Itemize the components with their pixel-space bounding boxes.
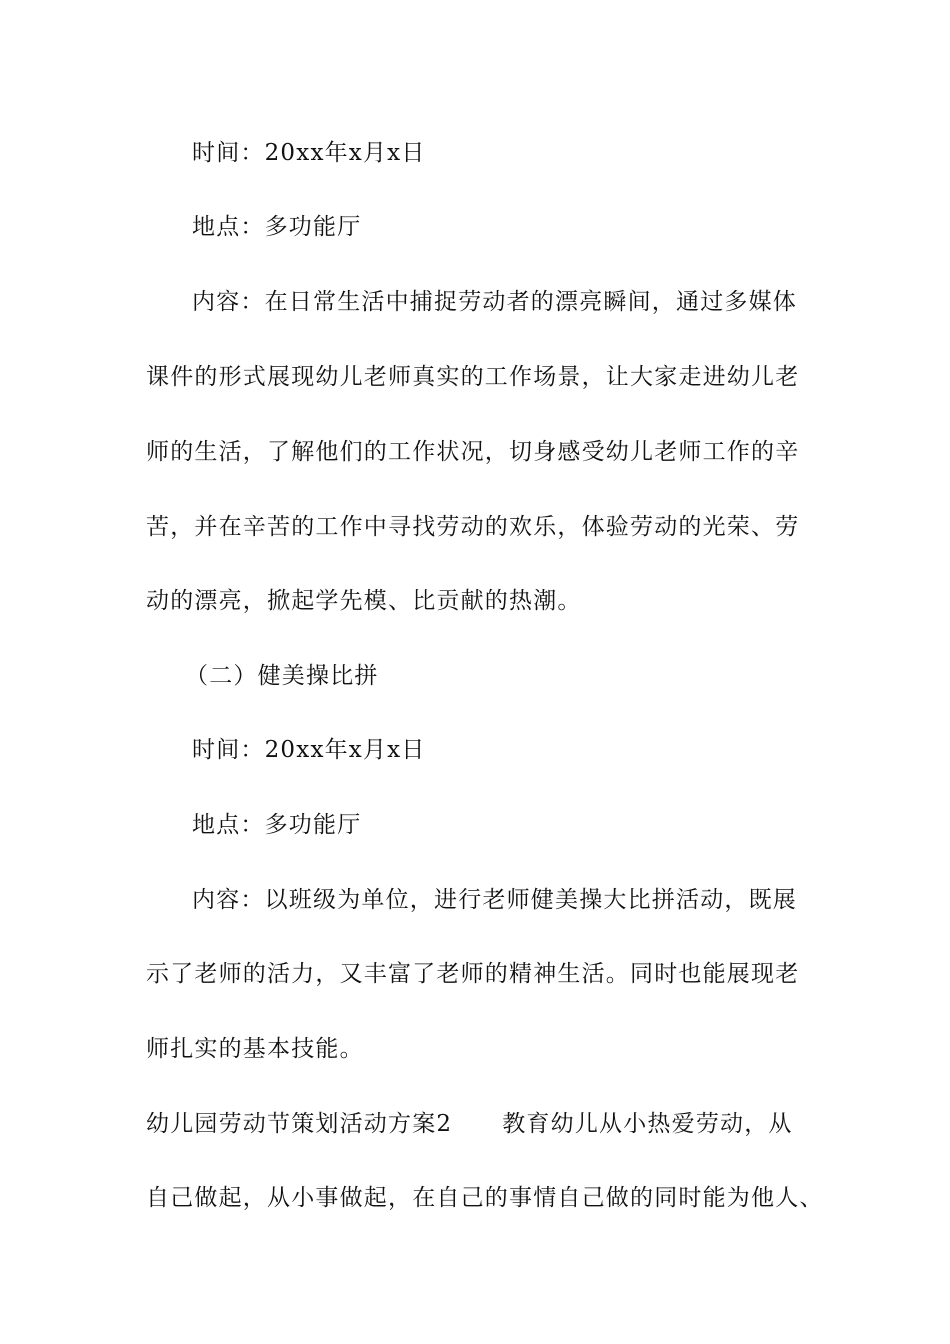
location-line-1: 地点：多功能厅	[192, 214, 362, 240]
paragraph-line: 自己做起，从小事做起，在自己的事情自己做的同时能为他人、	[146, 1185, 824, 1211]
time-line-1: 时间：20xx年x月x日	[192, 140, 426, 166]
plan-title: 幼儿园劳动节策划活动方案2	[146, 1111, 453, 1137]
paragraph-line: 师扎实的基本技能。	[146, 1036, 364, 1062]
paragraph-line: 师的生活，了解他们的工作状况，切身感受幼儿老师工作的辛	[146, 439, 800, 465]
content-line-2: 内容：以班级为单位，进行老师健美操大比拼活动，既展	[192, 887, 797, 913]
content-line-1: 内容：在日常生活中捕捉劳动者的漂亮瞬间，通过多媒体	[192, 289, 797, 315]
plan-intro: 教育幼儿从小热爱劳动，从	[502, 1111, 793, 1137]
paragraph-line: 苦，并在辛苦的工作中寻找劳动的欢乐，体验劳动的光荣、劳	[146, 514, 800, 540]
section-heading: （二）健美操比拼	[185, 663, 379, 689]
paragraph-line: 示了老师的活力，又丰富了老师的精神生活。同时也能展现老	[146, 961, 800, 987]
time-line-2: 时间：20xx年x月x日	[192, 737, 426, 763]
paragraph-line: 动的漂亮，掀起学先模、比贡献的热潮。	[146, 588, 582, 614]
location-line-2: 地点：多功能厅	[192, 812, 362, 838]
title-line	[146, 1109, 793, 1139]
paragraph-line: 课件的形式展现幼儿老师真实的工作场景，让大家走进幼儿老	[146, 364, 800, 390]
